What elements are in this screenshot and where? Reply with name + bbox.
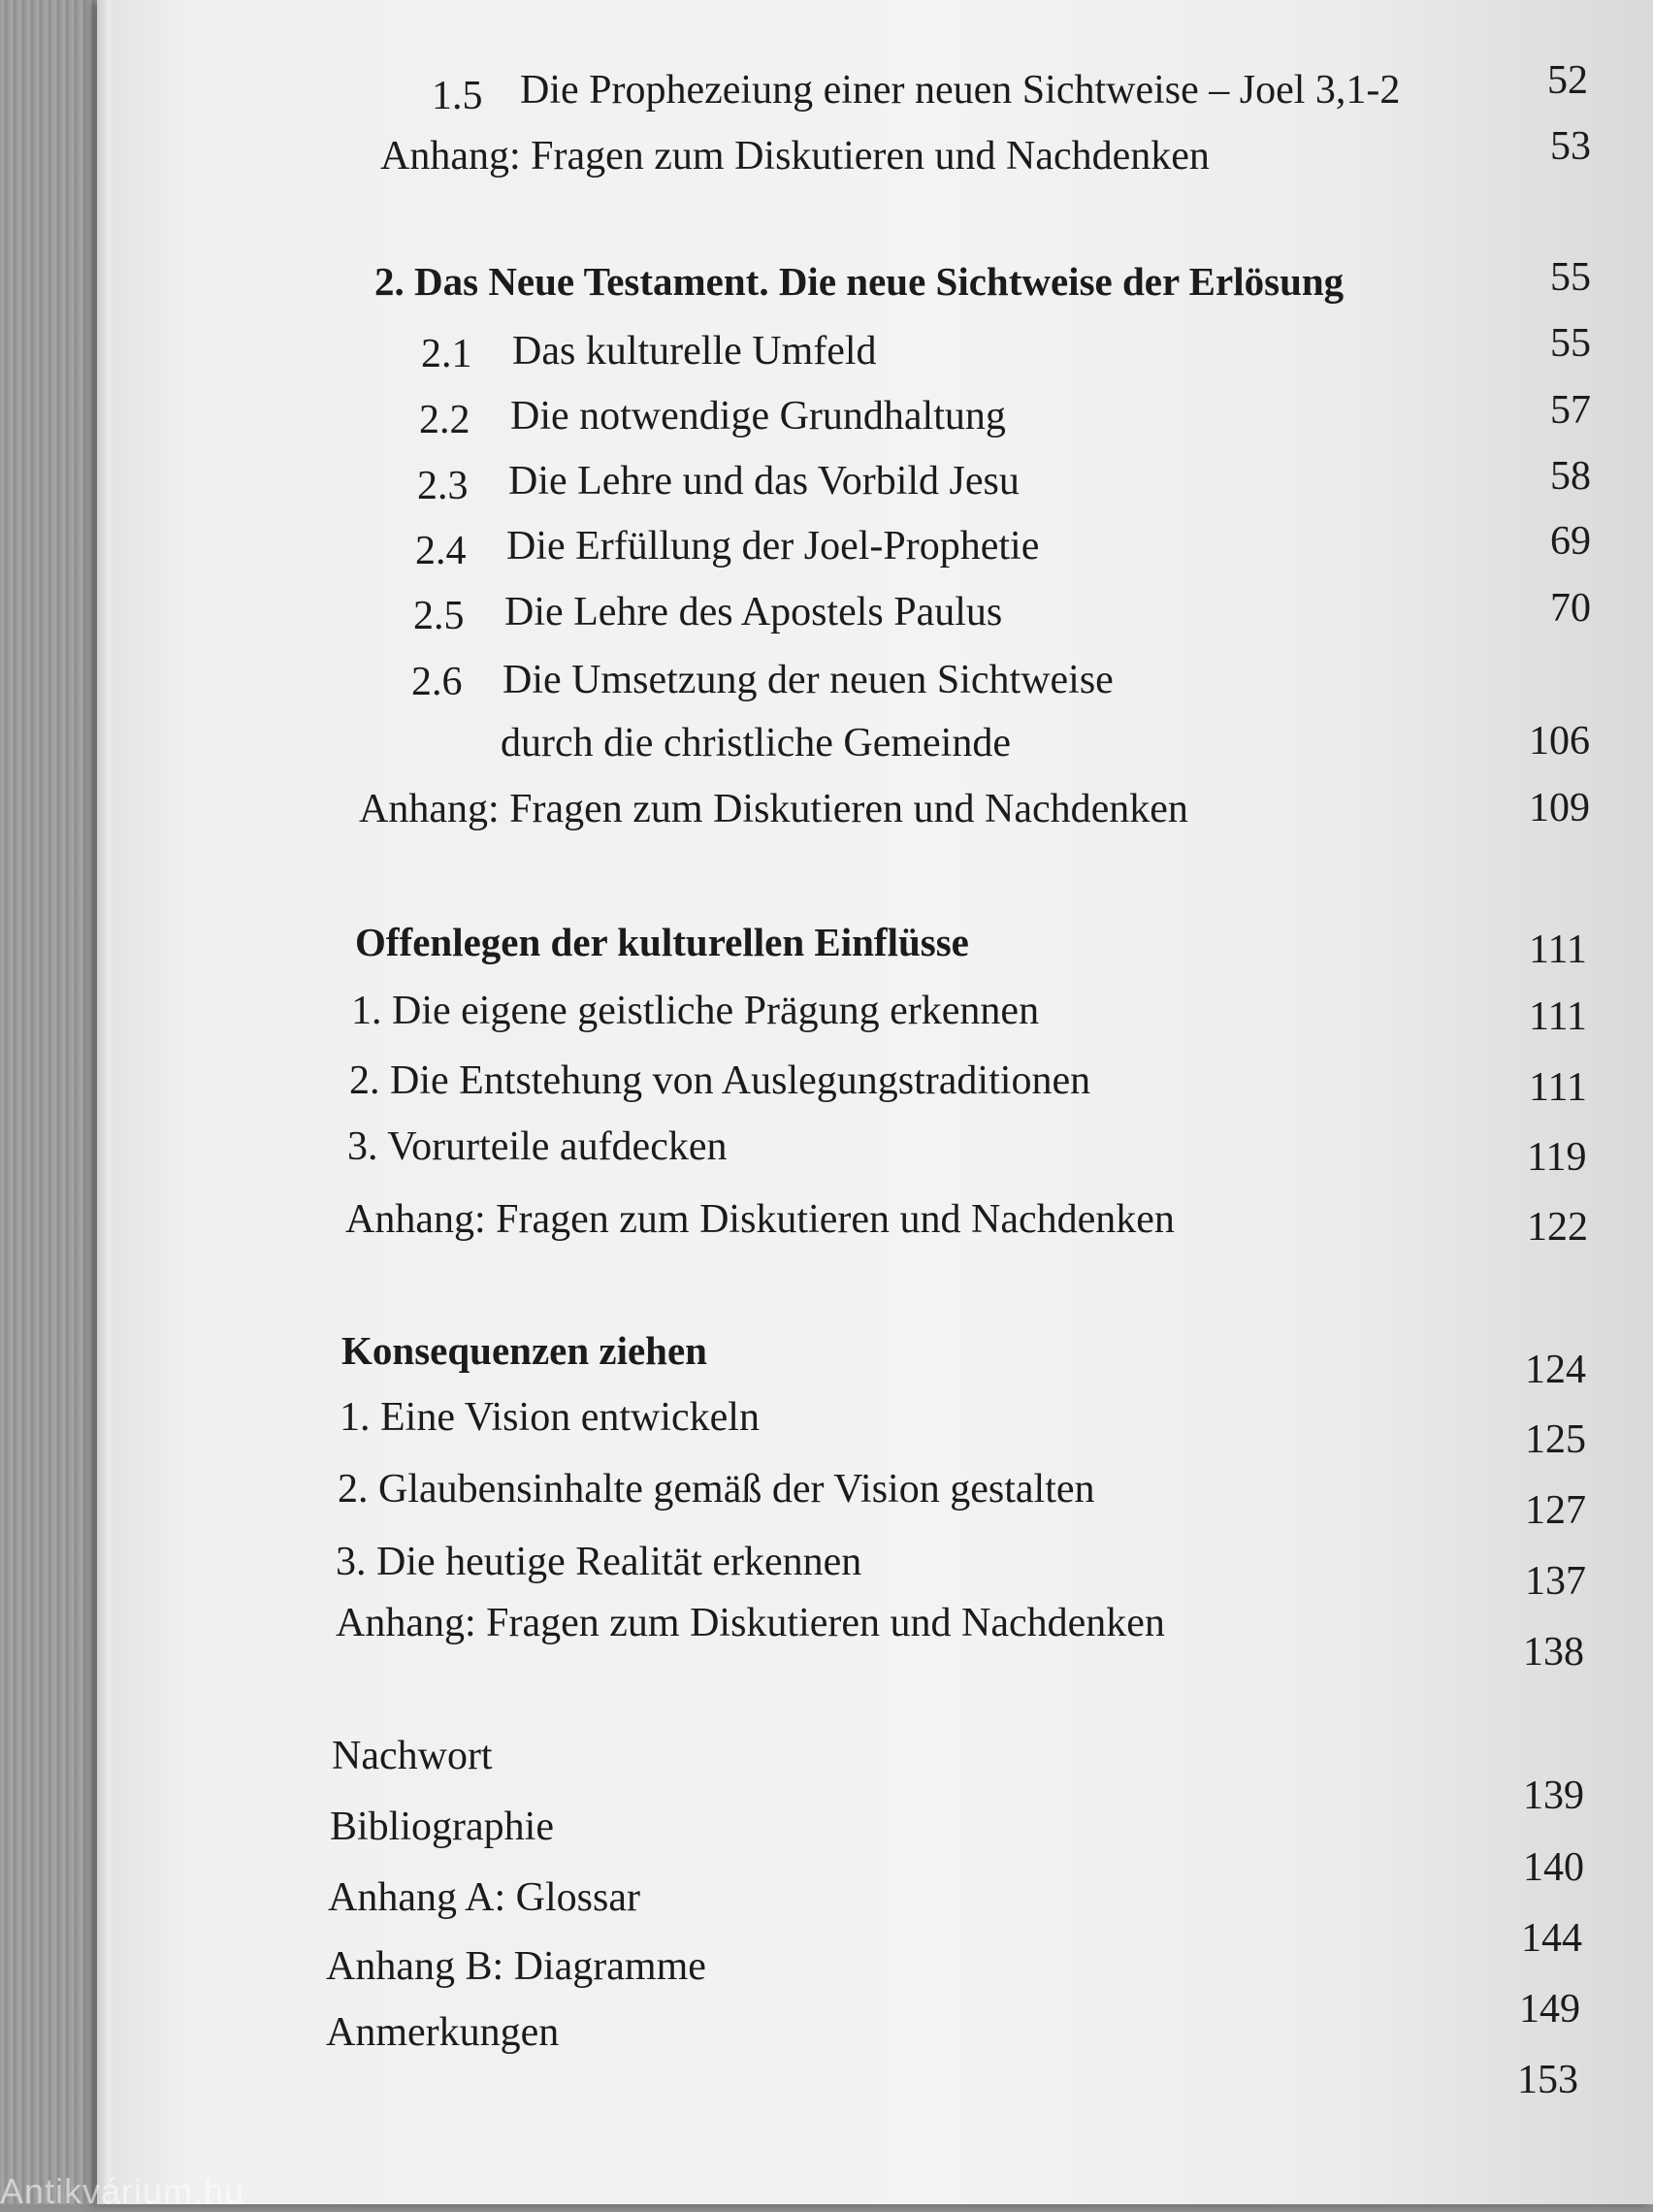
toc-entry-title: Anhang: Fragen zum Diskutieren und Nachdenken (380, 134, 1210, 179)
toc-page-number: 144 (1521, 1916, 1582, 1961)
toc-entry-title: Die Erfüllung der Joel-Prophetie (506, 524, 1040, 569)
toc-entry-title: Anhang B: Diagramme (326, 1944, 706, 1989)
toc-entry-title: 3. Die heutige Realität erkennen (336, 1540, 862, 1584)
toc-page-number: 57 (1550, 388, 1591, 433)
toc-page-number: 125 (1525, 1417, 1586, 1462)
toc-entry-number: 2.5 (413, 594, 465, 638)
toc-page-number: 58 (1550, 454, 1591, 499)
toc-entry-number: 2.1 (421, 332, 472, 376)
toc-page-number: 52 (1547, 58, 1588, 103)
toc-entry-title: Die Lehre und das Vorbild Jesu (508, 459, 1020, 504)
toc-entry-title: Die Umsetzung der neuen Sichtweise (502, 658, 1114, 702)
toc-entry-title: 2. Glaubensinhalte gemäß der Vision gestalten (338, 1467, 1095, 1512)
watermark-text: Antikvárium.hu (0, 2171, 245, 2211)
toc-entry-title-continued: durch die christliche Gemeinde (501, 721, 1011, 765)
toc-page-number: 127 (1525, 1488, 1586, 1533)
toc-page-number: 139 (1523, 1773, 1584, 1818)
toc-entry-title: Die notwendige Grundhaltung (510, 394, 1006, 439)
toc-entry-title: Das kulturelle Umfeld (512, 329, 877, 374)
toc-entry-title: Bibliographie (330, 1805, 554, 1849)
toc-page-number: 109 (1529, 786, 1590, 830)
toc-chapter-title: Offenlegen der kulturellen Einflüsse (355, 920, 969, 964)
toc-entry-title: Anhang: Fragen zum Diskutieren und Nachdenken (345, 1197, 1175, 1242)
page-edge-shadow (97, 0, 111, 2204)
toc-entry-title: Anhang: Fragen zum Diskutieren und Nachdenken (359, 787, 1188, 831)
toc-entry-number: 2.6 (411, 660, 463, 704)
toc-entry-title: 1. Die eigene geistliche Prägung erkennen (351, 989, 1040, 1033)
toc-page-number: 53 (1550, 124, 1591, 169)
toc-page-number: 138 (1523, 1630, 1584, 1675)
toc-page-number: 55 (1550, 321, 1591, 366)
toc-entry-number: 2.2 (419, 398, 470, 442)
toc-entry-number: 2.3 (417, 464, 469, 508)
toc-entry-number: 2.4 (415, 529, 467, 573)
toc-page-number: 111 (1529, 994, 1587, 1039)
toc-page-number: 140 (1523, 1845, 1584, 1890)
toc-page-number: 106 (1529, 719, 1590, 764)
toc-entry-title: 3. Vorurteile aufdecken (347, 1124, 728, 1169)
toc-page-number: 111 (1529, 1065, 1587, 1110)
toc-page-number: 122 (1527, 1205, 1588, 1250)
toc-entry-title: Anhang: Fragen zum Diskutieren und Nachdenken (336, 1601, 1165, 1645)
toc-entry-title: 1. Eine Vision entwickeln (340, 1395, 760, 1440)
toc-chapter-title: 2. Das Neue Testament. Die neue Sichtweise der Erlösung (374, 259, 1345, 304)
toc-page-number: 111 (1529, 927, 1587, 972)
wooden-background (0, 0, 107, 2204)
toc-page-number: 70 (1550, 586, 1591, 631)
toc-entry-title: 2. Die Entstehung von Auslegungstraditionen (349, 1058, 1091, 1103)
toc-entry-title: Die Prophezeiung einer neuen Sichtweise – Joel 3,1-2 (520, 68, 1401, 113)
toc-page-number: 124 (1525, 1348, 1586, 1392)
toc-chapter-title: Konsequenzen ziehen (341, 1328, 707, 1373)
toc-entry-title: Die Lehre des Apostels Paulus (504, 590, 1003, 634)
toc-page-number: 55 (1550, 255, 1591, 300)
toc-page-number: 149 (1519, 1987, 1580, 2032)
toc-entry-title: Anmerkungen (326, 2010, 560, 2055)
toc-entry-title: Anhang A: Glossar (328, 1875, 640, 1920)
toc-page-number: 153 (1517, 2058, 1578, 2102)
toc-entry-number: 1.5 (432, 74, 483, 118)
toc-entry-title: Nachwort (332, 1734, 493, 1778)
toc-page-number: 137 (1525, 1559, 1586, 1604)
toc-page-number: 119 (1527, 1135, 1587, 1180)
toc-page-number: 69 (1550, 519, 1591, 564)
